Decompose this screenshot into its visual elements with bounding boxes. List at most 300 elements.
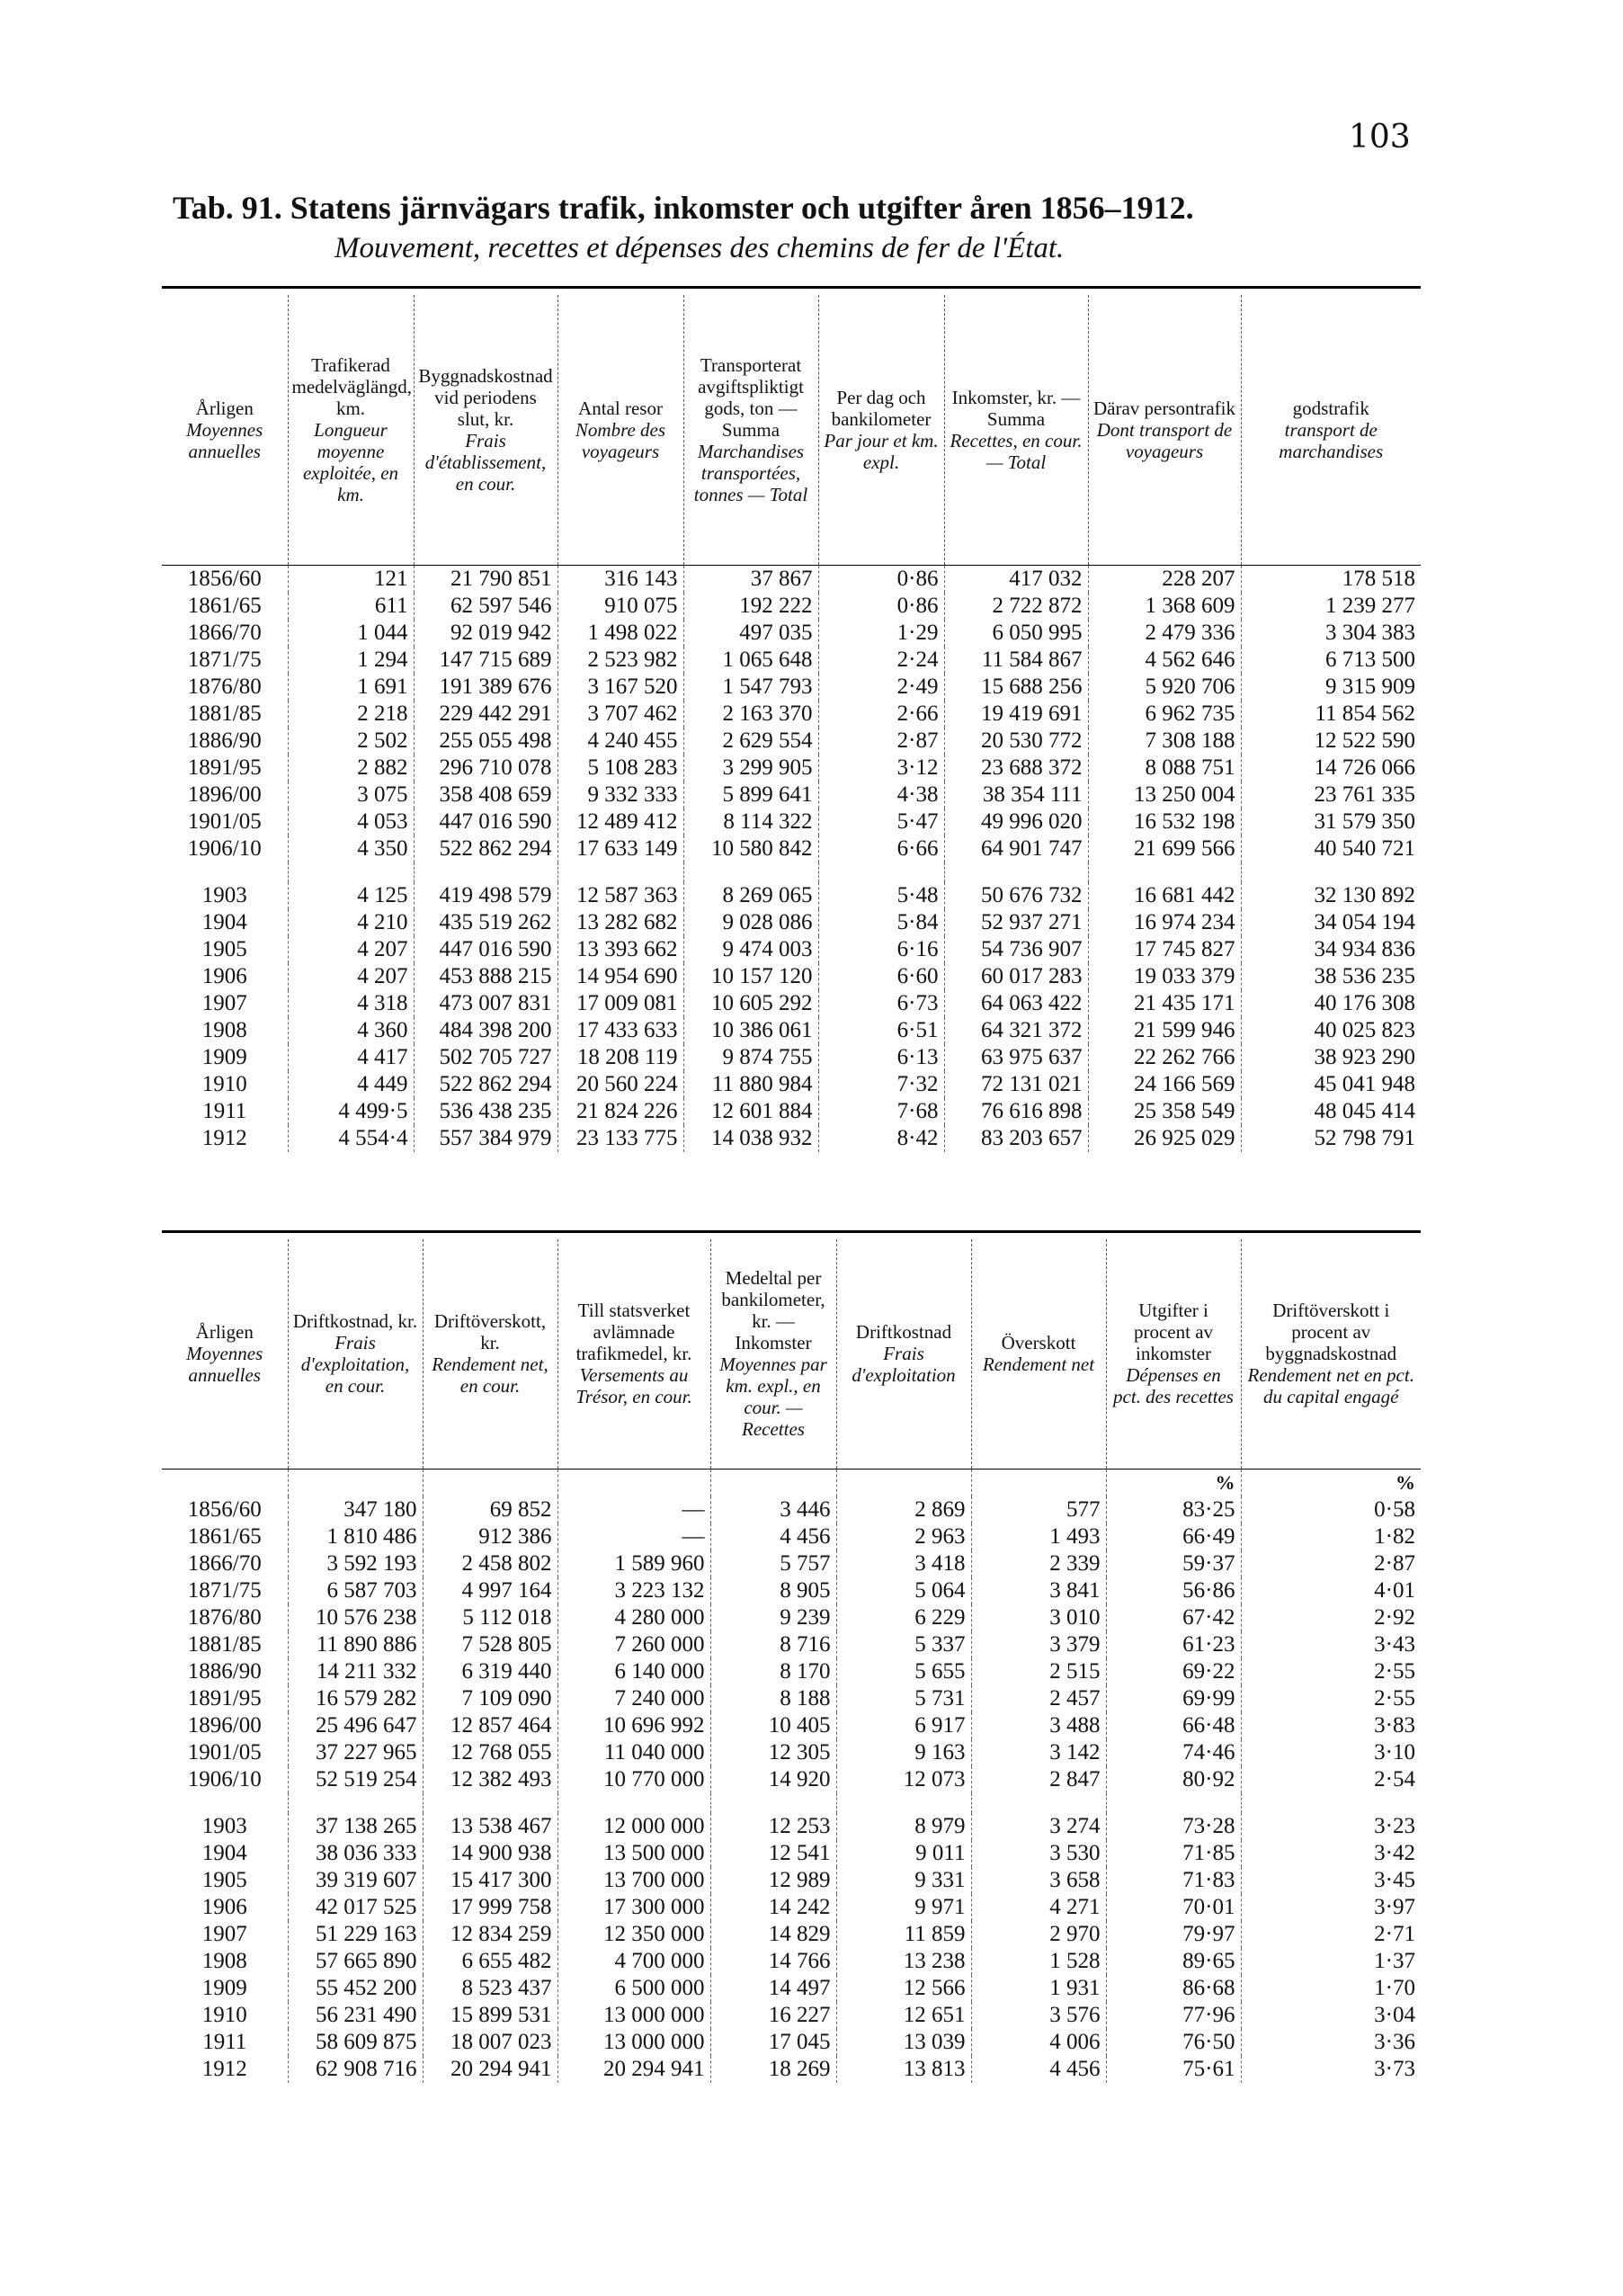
value-cell: 1 547 793 <box>683 674 818 701</box>
value-cell: 23 761 335 <box>1314 782 1415 807</box>
value-cell: 3 658 <box>971 1867 1106 1894</box>
value-cell: 4 360 <box>288 1017 414 1044</box>
value-cell: 3·36 <box>1374 2029 1415 2054</box>
value-cell: 34 054 194 <box>1314 909 1415 934</box>
value-cell: 42 017 525 <box>288 1894 423 1921</box>
period-cell: 1905 <box>162 1867 288 1894</box>
value-cell: 12 587 363 <box>557 882 683 909</box>
value-cell: 17 300 000 <box>557 1894 710 1921</box>
table-row <box>162 835 1421 862</box>
table-row <box>162 1867 1421 1894</box>
value-cell: 3·04 <box>1374 2002 1415 2027</box>
value-cell: 17 633 149 <box>557 835 683 862</box>
value-cell: 7 308 188 <box>1088 728 1241 755</box>
value-cell: 13 393 662 <box>557 936 683 963</box>
value-cell: 2 963 <box>836 1523 971 1550</box>
table-row <box>162 782 1421 809</box>
value-cell: 56·86 <box>1106 1577 1241 1604</box>
table-row <box>162 1604 1421 1631</box>
value-cell: 12 073 <box>836 1766 971 1793</box>
value-cell: 6 587 703 <box>288 1577 423 1604</box>
table-row <box>162 2056 1421 2083</box>
value-cell: 10 157 120 <box>683 963 818 990</box>
percent-unit-row <box>162 1469 1421 1496</box>
value-cell: 6·73 <box>818 990 944 1017</box>
value-cell: 6 917 <box>836 1712 971 1739</box>
value-cell: 17 009 081 <box>557 990 683 1017</box>
value-cell: 16 681 442 <box>1088 882 1241 909</box>
period-cell: 1866/70 <box>162 1550 288 1577</box>
period-cell: 1912 <box>162 1125 288 1152</box>
table-row <box>162 1766 1421 1793</box>
value-cell: 11 890 886 <box>288 1631 423 1658</box>
value-cell: 9 971 <box>836 1894 971 1921</box>
value-cell: 2·87 <box>818 728 944 755</box>
period-cell: 1886/90 <box>162 728 288 755</box>
value-cell: 12 000 000 <box>557 1813 710 1840</box>
value-cell: 13 700 000 <box>557 1867 710 1894</box>
value-cell: 0·86 <box>818 593 944 620</box>
table-row <box>162 620 1421 647</box>
value-cell: 37 227 965 <box>288 1739 423 1766</box>
value-cell: 73·28 <box>1106 1813 1241 1840</box>
finance-table <box>162 1239 1421 2083</box>
value-cell: 3 142 <box>971 1739 1106 1766</box>
value-cell: 2·71 <box>1374 1921 1415 1946</box>
value-cell: 17 745 827 <box>1088 936 1241 963</box>
table-row <box>162 701 1421 728</box>
value-cell: 3·83 <box>1374 1712 1415 1738</box>
value-cell: 13 538 467 <box>423 1813 557 1840</box>
table-row <box>162 674 1421 701</box>
value-cell: 6·60 <box>818 963 944 990</box>
value-cell: 1·37 <box>1374 1948 1415 1973</box>
value-cell: 611 <box>288 593 414 620</box>
value-cell: 1 044 <box>288 620 414 647</box>
value-cell: 13 813 <box>836 2056 971 2083</box>
value-cell: 20 560 224 <box>557 1071 683 1098</box>
table-row <box>162 1739 1421 1766</box>
value-cell: 74·46 <box>1106 1739 1241 1766</box>
value-cell: 22 262 766 <box>1088 1044 1241 1071</box>
value-cell: 453 888 215 <box>414 963 557 990</box>
value-cell: 7·68 <box>818 1098 944 1125</box>
table-row <box>162 1071 1421 1098</box>
value-cell: 3·42 <box>1374 1840 1415 1865</box>
value-cell: 4 562 646 <box>1088 647 1241 674</box>
header-cell: Medeltal per bankilometer, kr. — Inkomster Moyennes par km. expl., en cour. — Recettes <box>710 1239 836 1469</box>
value-cell: 23 133 775 <box>557 1125 683 1152</box>
value-cell: 358 408 659 <box>414 782 557 809</box>
value-cell: 9 332 333 <box>557 782 683 809</box>
value-cell: 435 519 262 <box>414 909 557 936</box>
value-cell: 4 207 <box>288 963 414 990</box>
value-cell: 536 438 235 <box>414 1098 557 1125</box>
period-cell: 1871/75 <box>162 647 288 674</box>
value-cell: 21 790 851 <box>414 565 557 593</box>
period-cell: 1861/65 <box>162 1523 288 1550</box>
value-cell: 55 452 200 <box>288 1975 423 2002</box>
value-cell: 12 651 <box>836 2002 971 2029</box>
value-cell: 3·43 <box>1374 1631 1415 1657</box>
value-cell: 21 824 226 <box>557 1098 683 1125</box>
value-cell: 20 294 941 <box>557 2056 710 2083</box>
value-cell: 14 829 <box>710 1921 836 1948</box>
value-cell: 417 032 <box>944 565 1088 593</box>
value-cell: 12 253 <box>710 1813 836 1840</box>
value-cell: 14 242 <box>710 1894 836 1921</box>
value-cell: 3 488 <box>971 1712 1106 1739</box>
table-row <box>162 990 1421 1017</box>
value-cell: 31 579 350 <box>1314 809 1415 834</box>
period-cell: 1911 <box>162 2029 288 2056</box>
page-number: 103 <box>1349 119 1411 156</box>
value-cell: 2 882 <box>288 755 414 782</box>
value-cell: 5 920 706 <box>1088 674 1241 701</box>
value-cell: 1 931 <box>971 1975 1106 2002</box>
table-row <box>162 1098 1421 1125</box>
value-cell: 2 847 <box>971 1766 1106 1793</box>
value-cell: 16 974 234 <box>1088 909 1241 936</box>
value-cell: 12 989 <box>710 1867 836 1894</box>
value-cell: 15 899 531 <box>423 2002 557 2029</box>
value-cell: 62 908 716 <box>288 2056 423 2083</box>
table-row <box>162 647 1421 674</box>
value-cell: 64 321 372 <box>944 1017 1088 1044</box>
period-cell: 1881/85 <box>162 701 288 728</box>
value-cell: 10 605 292 <box>683 990 818 1017</box>
value-cell: 1 691 <box>288 674 414 701</box>
value-cell: 40 025 823 <box>1314 1017 1415 1042</box>
table-row <box>162 1631 1421 1658</box>
value-cell: 4 700 000 <box>557 1948 710 1975</box>
value-cell: 191 389 676 <box>414 674 557 701</box>
value-cell: 10 386 061 <box>683 1017 818 1044</box>
value-cell: 16 532 198 <box>1088 809 1241 835</box>
value-cell: 9 011 <box>836 1840 971 1867</box>
value-cell: 12 305 <box>710 1739 836 1766</box>
value-cell: 20 530 772 <box>944 728 1088 755</box>
value-cell: 52 937 271 <box>944 909 1088 936</box>
value-cell: 17 999 758 <box>423 1894 557 1921</box>
table-row <box>162 936 1421 963</box>
value-cell: 8 523 437 <box>423 1975 557 2002</box>
value-cell: 34 934 836 <box>1314 936 1415 961</box>
value-cell: 10 770 000 <box>557 1766 710 1793</box>
table-row <box>162 909 1421 936</box>
value-cell: 24 166 569 <box>1088 1071 1241 1098</box>
header-cell: Driftöverskott, kr. Rendement net, en cour. <box>423 1239 557 1469</box>
table-row <box>162 1496 1421 1523</box>
period-cell: 1904 <box>162 909 288 936</box>
value-cell: 38 036 333 <box>288 1840 423 1867</box>
table-subtitle: Mouvement, recettes et dépenses des chemins de fer de l'État. <box>334 232 1065 264</box>
period-cell: 1876/80 <box>162 674 288 701</box>
header-cell: Årligen Moyennes annuelles <box>162 1239 288 1469</box>
value-cell: 484 398 200 <box>414 1017 557 1044</box>
value-cell: 3 274 <box>971 1813 1106 1840</box>
value-cell: 76 616 898 <box>944 1098 1088 1125</box>
value-cell: 77·96 <box>1106 2002 1241 2029</box>
period-cell: 1909 <box>162 1044 288 1071</box>
header-cell: godstrafik transport de marchandises <box>1241 295 1421 565</box>
value-cell: 12 566 <box>836 1975 971 2002</box>
value-cell: 12 489 412 <box>557 809 683 835</box>
period-cell: 1909 <box>162 1975 288 2002</box>
value-cell: 10 576 238 <box>288 1604 423 1631</box>
period-cell: 1861/65 <box>162 593 288 620</box>
value-cell: 2 339 <box>971 1550 1106 1577</box>
value-cell: 86·68 <box>1106 1975 1241 2002</box>
period-cell: 1912 <box>162 2056 288 2083</box>
value-cell: 8 905 <box>710 1577 836 1604</box>
table-title: Tab. 91. Statens järnvägars trafik, inkomster och utgifter åren 1856–1912. <box>173 190 1194 226</box>
table-row <box>162 1813 1421 1840</box>
value-cell: 11 584 867 <box>944 647 1088 674</box>
value-cell: 419 498 579 <box>414 882 557 909</box>
value-cell: 4·38 <box>818 782 944 809</box>
value-cell: 5 655 <box>836 1658 971 1685</box>
value-cell: 11 040 000 <box>557 1739 710 1766</box>
period-cell: 1910 <box>162 2002 288 2029</box>
value-cell: 8 716 <box>710 1631 836 1658</box>
value-cell: 5 108 283 <box>557 755 683 782</box>
value-cell: 13 000 000 <box>557 2029 710 2056</box>
table-row <box>162 755 1421 782</box>
period-cell: 1906 <box>162 1894 288 1921</box>
value-cell: 66·49 <box>1106 1523 1241 1550</box>
value-cell: 58 609 875 <box>288 2029 423 2056</box>
value-cell: 15 417 300 <box>423 1867 557 1894</box>
value-cell: 5 731 <box>836 1685 971 1712</box>
value-cell: — <box>557 1523 710 1550</box>
value-cell: 12 857 464 <box>423 1712 557 1739</box>
traffic-table-header <box>162 295 1421 565</box>
value-cell: 6·51 <box>818 1017 944 1044</box>
header-cell: Per dag och bankilometer Par jour et km. expl. <box>818 295 944 565</box>
value-cell: 3·23 <box>1374 1813 1415 1838</box>
table-row <box>162 1948 1421 1975</box>
value-cell: 4 449 <box>288 1071 414 1098</box>
value-cell: 75·61 <box>1106 2056 1241 2083</box>
value-cell: 255 055 498 <box>414 728 557 755</box>
value-cell: 5 064 <box>836 1577 971 1604</box>
value-cell: 4 207 <box>288 936 414 963</box>
table-row <box>162 963 1421 990</box>
value-cell: 49 996 020 <box>944 809 1088 835</box>
value-cell: 14 900 938 <box>423 1840 557 1867</box>
value-cell: 3 167 520 <box>557 674 683 701</box>
value-cell: 6 229 <box>836 1604 971 1631</box>
table-row <box>162 565 1421 593</box>
value-cell: 12 382 493 <box>423 1766 557 1793</box>
value-cell: 296 710 078 <box>414 755 557 782</box>
value-cell: 3·73 <box>1374 2056 1415 2081</box>
value-cell: 2 523 982 <box>557 647 683 674</box>
table-row <box>162 1017 1421 1044</box>
value-cell: 4 125 <box>288 882 414 909</box>
value-cell: 70·01 <box>1106 1894 1241 1921</box>
table-row <box>162 1658 1421 1685</box>
value-cell: 4 210 <box>288 909 414 936</box>
value-cell: 910 075 <box>557 593 683 620</box>
period-cell: 1906 <box>162 963 288 990</box>
finance-table-header <box>162 1239 1421 1469</box>
value-cell: 2 458 802 <box>423 1550 557 1577</box>
value-cell: 447 016 590 <box>414 809 557 835</box>
value-cell: 10 696 992 <box>557 1712 710 1739</box>
value-cell: 9 474 003 <box>683 936 818 963</box>
value-cell: 3 592 193 <box>288 1550 423 1577</box>
period-cell: 1906/10 <box>162 1766 288 1793</box>
value-cell: 54 736 907 <box>944 936 1088 963</box>
value-cell: 4 053 <box>288 809 414 835</box>
value-cell: 38 536 235 <box>1314 963 1415 988</box>
period-cell: 1908 <box>162 1948 288 1975</box>
value-cell: 12 350 000 <box>557 1921 710 1948</box>
value-cell: 1 498 022 <box>557 620 683 647</box>
value-cell: 32 130 892 <box>1314 882 1415 907</box>
value-cell: 92 019 942 <box>414 620 557 647</box>
period-cell: 1907 <box>162 1921 288 1948</box>
value-cell: 1 589 960 <box>557 1550 710 1577</box>
value-cell: 17 433 633 <box>557 1017 683 1044</box>
value-cell: 83·25 <box>1106 1496 1241 1523</box>
value-cell: 40 540 721 <box>1314 835 1415 861</box>
value-cell: 3 299 905 <box>683 755 818 782</box>
period-cell: 1911 <box>162 1098 288 1125</box>
value-cell: 2·66 <box>818 701 944 728</box>
value-cell: 229 442 291 <box>414 701 557 728</box>
value-cell: 2·49 <box>818 674 944 701</box>
table-row <box>162 1840 1421 1867</box>
value-cell: 3 418 <box>836 1550 971 1577</box>
value-cell: 4 271 <box>971 1894 1106 1921</box>
value-cell: 12 834 259 <box>423 1921 557 1948</box>
period-cell: 1866/70 <box>162 620 288 647</box>
value-cell: 57 665 890 <box>288 1948 423 1975</box>
value-cell: 5·84 <box>818 909 944 936</box>
value-cell: 60 017 283 <box>944 963 1088 990</box>
value-cell: 13 250 004 <box>1088 782 1241 809</box>
value-cell: 14 954 690 <box>557 963 683 990</box>
value-cell: 6 319 440 <box>423 1658 557 1685</box>
value-cell: 7 528 805 <box>423 1631 557 1658</box>
value-cell: 4 318 <box>288 990 414 1017</box>
value-cell: 12 768 055 <box>423 1739 557 1766</box>
value-cell: 69 852 <box>423 1496 557 1523</box>
value-cell: 5 757 <box>710 1550 836 1577</box>
value-cell: 2 502 <box>288 728 414 755</box>
period-cell: 1881/85 <box>162 1631 288 1658</box>
value-cell: 497 035 <box>683 620 818 647</box>
value-cell: 8·42 <box>818 1125 944 1152</box>
value-cell: 3 841 <box>971 1577 1106 1604</box>
value-cell: 2·24 <box>818 647 944 674</box>
value-cell: 19 033 379 <box>1088 963 1241 990</box>
value-cell: 0·58 <box>1374 1496 1415 1522</box>
value-cell: 2 163 370 <box>683 701 818 728</box>
value-cell: 6 655 482 <box>423 1948 557 1975</box>
traffic-table <box>162 295 1421 1152</box>
value-cell: 5 337 <box>836 1631 971 1658</box>
value-cell: 18 269 <box>710 2056 836 2083</box>
value-cell: 9 028 086 <box>683 909 818 936</box>
value-cell: 5·47 <box>818 809 944 835</box>
table-row <box>162 1894 1421 1921</box>
value-cell: 11 859 <box>836 1921 971 1948</box>
value-cell: 40 176 308 <box>1314 990 1415 1015</box>
value-cell: 316 143 <box>557 565 683 593</box>
value-cell: 522 862 294 <box>414 1071 557 1098</box>
value-cell: 3 304 383 <box>1325 620 1415 645</box>
period-cell: 1856/60 <box>162 565 288 593</box>
value-cell: 8 188 <box>710 1685 836 1712</box>
value-cell: 50 676 732 <box>944 882 1088 909</box>
value-cell: 8 114 322 <box>683 809 818 835</box>
value-cell: 502 705 727 <box>414 1044 557 1071</box>
value-cell: 1 493 <box>971 1523 1106 1550</box>
value-cell: 3 379 <box>971 1631 1106 1658</box>
value-cell: 52 798 791 <box>1314 1125 1415 1150</box>
period-cell: 1904 <box>162 1840 288 1867</box>
value-cell: 19 419 691 <box>944 701 1088 728</box>
period-cell: 1856/60 <box>162 1496 288 1523</box>
value-cell: 16 579 282 <box>288 1685 423 1712</box>
period-cell: 1901/05 <box>162 1739 288 1766</box>
value-cell: 14 920 <box>710 1766 836 1793</box>
value-cell: 9 874 755 <box>683 1044 818 1071</box>
header-cell: Antal resor Nombre des voyageurs <box>557 295 683 565</box>
period-separator <box>162 1793 1421 1813</box>
value-cell: 522 862 294 <box>414 835 557 862</box>
period-cell: 1886/90 <box>162 1658 288 1685</box>
top-rule <box>162 286 1421 289</box>
middle-rule <box>162 1230 1421 1233</box>
value-cell: 12 601 884 <box>683 1098 818 1125</box>
value-cell: 3 576 <box>971 2002 1106 2029</box>
value-cell: 2 869 <box>836 1496 971 1523</box>
value-cell: 3·97 <box>1374 1894 1415 1919</box>
period-cell: 1876/80 <box>162 1604 288 1631</box>
value-cell: 14 726 066 <box>1314 755 1415 780</box>
value-cell: 38 354 111 <box>944 782 1088 809</box>
table-row <box>162 1550 1421 1577</box>
value-cell: 13 039 <box>836 2029 971 2056</box>
period-cell: 1907 <box>162 990 288 1017</box>
table-row <box>162 1685 1421 1712</box>
value-cell: 4·01 <box>1374 1577 1415 1603</box>
value-cell: 3 530 <box>971 1840 1106 1867</box>
value-cell: 9 239 <box>710 1604 836 1631</box>
value-cell: 3·10 <box>1374 1739 1415 1764</box>
value-cell: 178 518 <box>1342 566 1415 591</box>
value-cell: 51 229 163 <box>288 1921 423 1948</box>
header-cell: Transporterat avgiftspliktigt gods, ton — Summa Marchandises transportées, tonnes — Total <box>683 295 818 565</box>
value-cell: 21 599 946 <box>1088 1017 1241 1044</box>
header-cell: Till statsverket avlämnade trafikmedel, kr. Versements au Trésor, en cour. <box>557 1239 710 1469</box>
value-cell: 69·22 <box>1106 1658 1241 1685</box>
value-cell: 1 065 648 <box>683 647 818 674</box>
value-cell: 13 282 682 <box>557 909 683 936</box>
value-cell: 25 496 647 <box>288 1712 423 1739</box>
value-cell: 557 384 979 <box>414 1125 557 1152</box>
value-cell: 20 294 941 <box>423 2056 557 2083</box>
value-cell: 4 997 164 <box>423 1577 557 1604</box>
value-cell: 10 405 <box>710 1712 836 1739</box>
period-cell: 1901/05 <box>162 809 288 835</box>
table-row <box>162 728 1421 755</box>
